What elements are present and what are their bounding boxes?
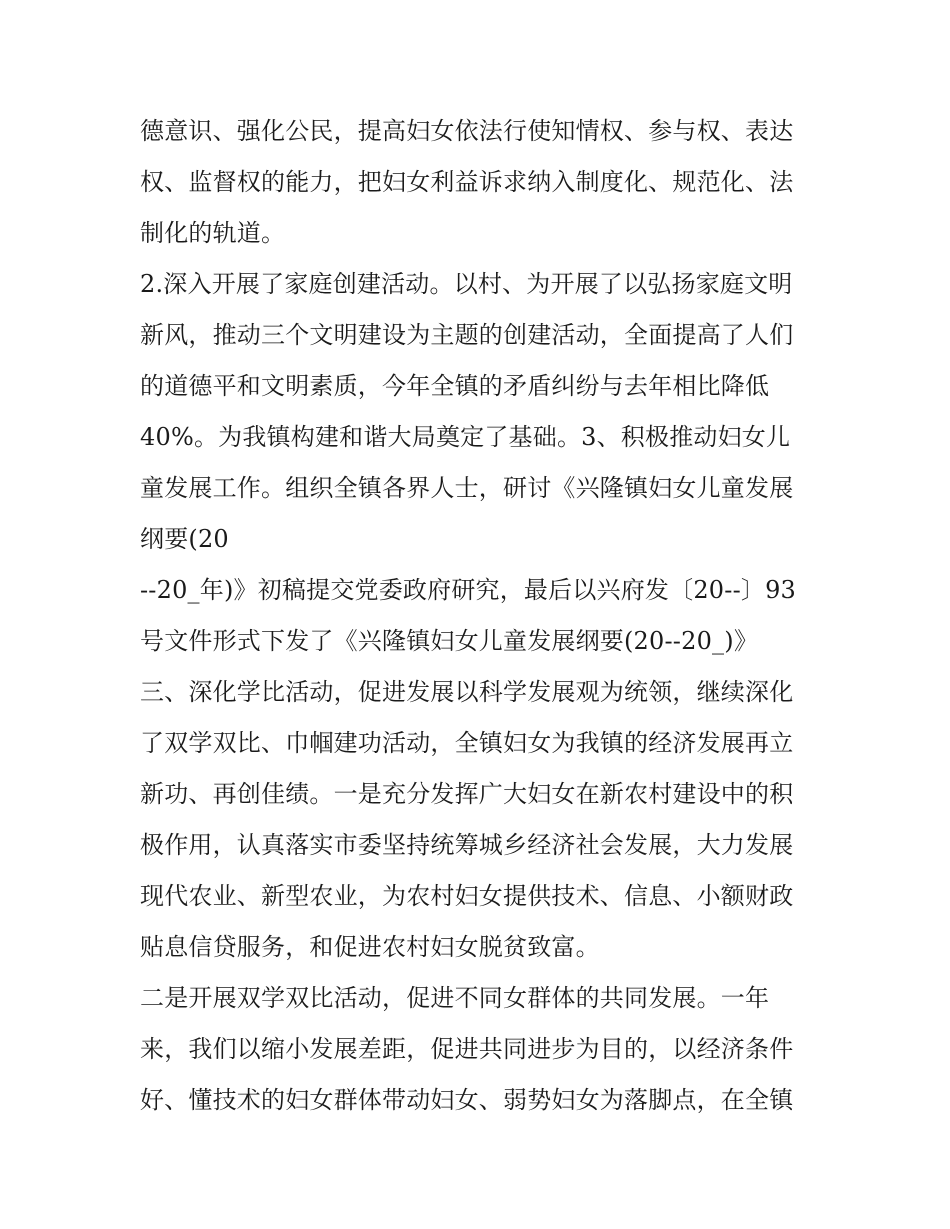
text-line: 了双学双比、巾帼建功活动，全镇妇女为我镇的经济发展再立 xyxy=(140,729,794,757)
text-line: --20_年)》初稿提交党委政府研究，最后以兴府发〔20--〕93 xyxy=(140,576,797,604)
text-line: 40%。为我镇构建和谐大局奠定了基础。3、积极推动妇女儿 xyxy=(140,423,791,451)
text-line: 德意识、强化公民，提高妇女依法行使知情权、参与权、表达 xyxy=(140,117,794,145)
text-line: 现代农业、新型农业，为农村妇女提供技术、信息、小额财政 xyxy=(140,882,794,910)
text-line: 好、懂技术的妇女群体带动妇女、弱势妇女为落脚点，在全镇 xyxy=(140,1086,794,1114)
text-line: 纲要(20 xyxy=(140,525,229,553)
text-line: 三、深化学比活动，促进发展以科学发展观为统领，继续深化 xyxy=(140,678,794,706)
text-line: 二是开展双学双比活动，促进不同女群体的共同发展。一年 xyxy=(140,984,770,1012)
text-line: 号文件形式下发了《兴隆镇妇女儿童发展纲要(20--20_)》 xyxy=(140,627,759,655)
text-line: 的道德平和文明素质，今年全镇的矛盾纠纷与去年相比降低 xyxy=(140,372,770,400)
text-line: 制化的轨道。 xyxy=(140,219,286,247)
text-line: 新风，推动三个文明建设为主题的创建活动，全面提高了人们 xyxy=(140,321,794,349)
text-line: 贴息信贷服务，和促进农村妇女脱贫致富。 xyxy=(140,933,600,961)
text-line: 来，我们以缩小发展差距，促进共同进步为目的，以经济条件 xyxy=(140,1035,794,1063)
text-line: 新功、再创佳绩。一是充分发挥广大妇女在新农村建设中的积 xyxy=(140,780,794,808)
text-line: 童发展工作。组织全镇各界人士，研讨《兴隆镇妇女儿童发展 xyxy=(140,474,794,502)
text-line: 2.深入开展了家庭创建活动。以村、为开展了以弘扬家庭文明 xyxy=(140,270,793,298)
text-line: 权、监督权的能力，把妇女利益诉求纳入制度化、规范化、法 xyxy=(140,168,794,196)
body-text xyxy=(140,106,820,1126)
text-line: 极作用，认真落实市委坚持统筹城乡经济社会发展，大力发展 xyxy=(140,831,794,859)
